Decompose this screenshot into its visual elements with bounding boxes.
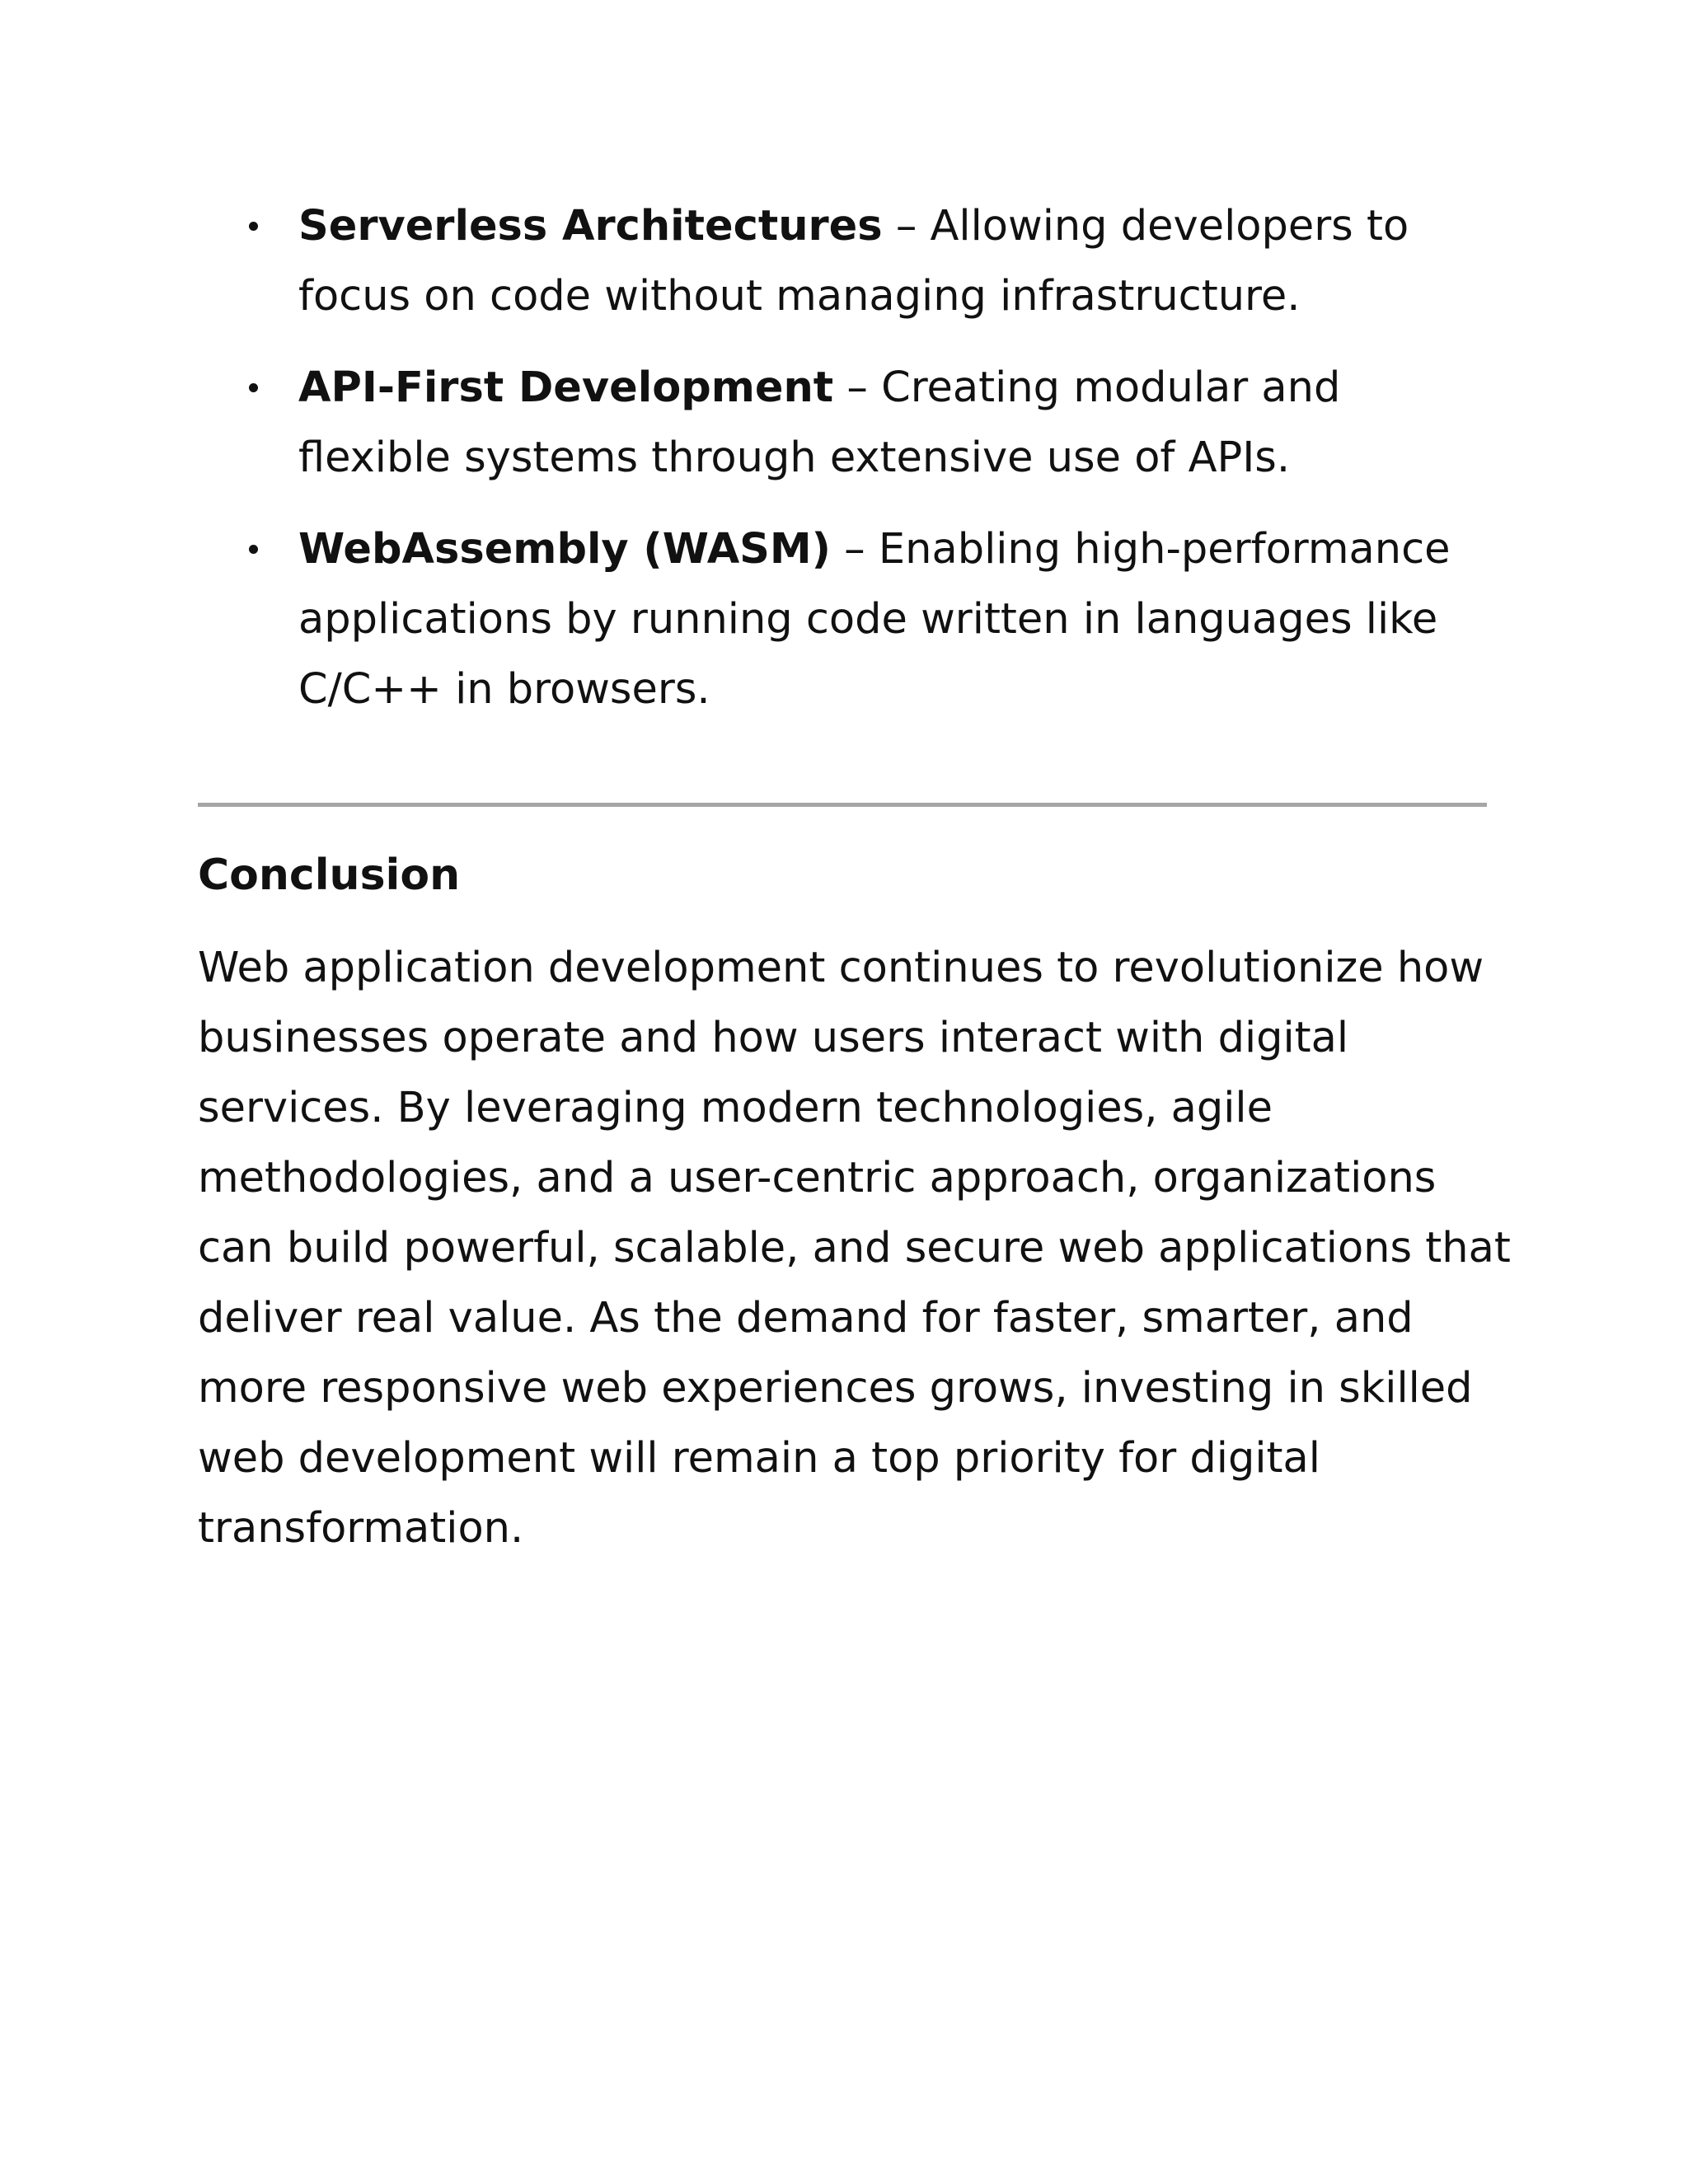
bullet-list: [198, 191, 1500, 746]
conclusion-paragraph: Web application development continues to revolutionize how businesses operate and how users interact with digital services. By leveraging modern technologies, agile methodologies, and a user-centric approach, organizations can build powerful, scalable, and secure web applications that deliver real value. As the demand for faster, smarter, and more responsive web experiences grows, investing in skilled web development will remain a top priority for digital transformation.: [198, 944, 1511, 1553]
bullet-description: – Enabling high-performance applications by running code written in languages like C/C++ in browsers.: [298, 525, 1451, 714]
bullet-description: – Creating modular and flexible systems through extensive use of APIs.: [298, 363, 1341, 482]
bullet-term: API-First Development: [298, 363, 834, 412]
list-item: [198, 353, 1500, 493]
bullet-term: WebAssembly (WASM): [298, 525, 831, 574]
horizontal-rule: [198, 803, 1487, 807]
bullet-description: – Allowing developers to focus on code without managing infrastructure.: [298, 202, 1409, 321]
section-heading: Conclusion: [198, 851, 461, 900]
bullet-icon: [249, 383, 258, 392]
list-item: [198, 514, 1500, 724]
bullet-icon: [249, 545, 258, 554]
bullet-term: Serverless Architectures: [298, 202, 883, 251]
list-item: [198, 191, 1500, 331]
bullet-icon: [249, 222, 258, 231]
